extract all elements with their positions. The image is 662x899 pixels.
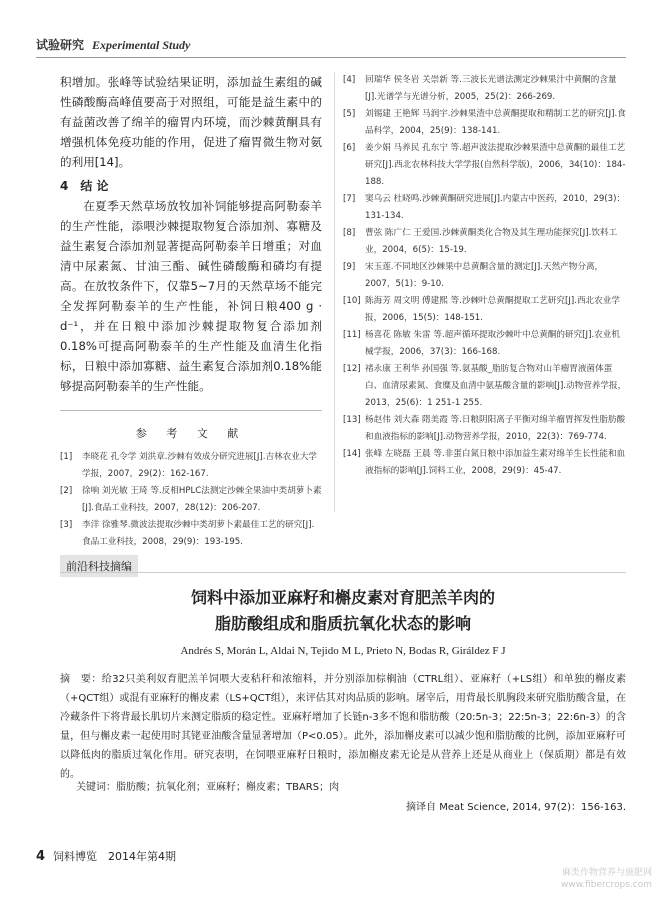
reference-item [343, 361, 628, 412]
watermark [561, 867, 652, 891]
reference-item [343, 293, 628, 327]
reference-item [343, 412, 628, 446]
section-heading-conclusion: 4 结 论 [60, 179, 109, 193]
header-zh: 试验研究 [36, 38, 85, 52]
reference-number: [8] [343, 228, 356, 238]
reference-item [343, 106, 628, 140]
header-rule [36, 57, 626, 58]
reference-list-right [343, 72, 628, 480]
column-divider [334, 72, 335, 512]
reference-number: [4] [343, 75, 356, 85]
reference-number: [3] [60, 520, 73, 530]
abstract-text: 给32只美利奴育肥羔羊饲喂大麦秸秆和浓缩料，并分别添加棕榈油（CTRL组）、亚麻籽（+LS组）和单独的槲皮素（+QCT组）或混有亚麻籽的槲皮素（LS+QCT组），来评估其对肉品质的影响。屠宰后，用背最长肌胸段来研究脂肪酸含量，在冷藏条件下将背最长肌切片来测定脂质的稳定性。亚麻籽增加了长链n-3多不饱和脂肪酸（20:5n-3；22:5n-3；22:6n-3）的含量，但与槲皮素一起使用时其铑亚油酸含量显著增加（P<0.05）。此外，添加槲皮素可以减少饱和脂肪酸的比例，添加亚麻籽可以降低肉的脂质过氧化作用。研究表明，在饲喂亚麻籽日粮时，添加槲皮素无论是从营养上还是从商业上（保质期）都是有效的。 [60, 674, 627, 780]
reference-text: 刘锡建 王艳辉 马润宇.沙棘果渣中总黄酮提取和精制工艺的研究[J].食品科学，2004，25(9)：138-141. [365, 109, 626, 136]
reference-number: [10] [343, 296, 361, 306]
reference-item [60, 483, 322, 517]
page-footer [36, 848, 176, 864]
reference-number: [12] [343, 364, 361, 374]
references-rule [60, 410, 322, 411]
right-column [343, 72, 628, 480]
header-en: Experimental Study [92, 38, 191, 52]
reference-item [60, 517, 322, 551]
reference-item [343, 225, 628, 259]
reference-text: 杨赵伟 刘大森 隋美霞 等.日粮阴阳离子平衡对绵羊瘤胃挥发性脂肪酸和血液指标的影响[J].动物营养学报，2010，22(3)：769-774. [365, 415, 626, 442]
reference-number: [14] [343, 449, 361, 459]
reference-text: 杨喜花 陈敏 朱雷 等.超声循环提取沙棘叶中总黄酮的研究[J].农业机械学报，2006，37(3)：166-168. [365, 330, 620, 357]
reference-item [343, 259, 628, 293]
abstract-label: 摘 要： [60, 674, 102, 685]
article-source: 摘译自 Meat Science, 2014, 97(2)：156-163. [406, 802, 626, 813]
article-title-line-1: 饲料中添加亚麻籽和槲皮素对育肥羔羊肉的 [190, 588, 495, 607]
watermark-line-1: 麻类作物营养与施肥网 [561, 868, 652, 878]
paragraph-2: 在夏季天然草场放牧加补饲能够提高阿勒泰羊的生产性能，添喂沙棘提取物复合添加剂、寡糖及益生素复合添加剂显著提高阿勒泰羊日增重；对血清中尿素氮、甘油三酯、碱性磷酸酶和磷均有提高。在放牧条件下，仅靠5~7月的天然草场不能完全发挥阿勒泰羊的生产性能，补饲日粮400 g · d⁻¹，并在日粮中添加沙棘提取物复合添加剂0.18%可提高阿勒泰羊的生产性能及血清生化指标，日粮中添加寡糖、益生素复合添加剂0.18%能够提高阿勒泰羊的生产性能。 [60, 199, 322, 393]
keywords-label: 关键词： [76, 782, 116, 793]
reference-number: [6] [343, 143, 356, 153]
reference-list-left [60, 449, 322, 551]
reference-number: [9] [343, 262, 356, 272]
reference-text: 徐响 刘光敏 王琦 等.反相HPLC法测定沙棘全果油中类胡萝卜素[J].食品工业科技，2007，28(12)：206-207. [82, 486, 322, 513]
keywords [76, 778, 339, 793]
reference-number: [11] [343, 330, 361, 340]
paragraph-1: 积增加。张峰等试验结果证明，添加益生素组的碱性磷酸酶高峰值要高于对照组，可能是益生素中的有益菌改善了绵羊的瘤胃内环境，而沙棘黄酮具有增强机体免疫功能的作用，促进了瘤胃微生物对氨的利用[14]。 [60, 75, 322, 169]
reference-number: [2] [60, 486, 73, 496]
section-tag: 前沿科技摘编 [60, 555, 138, 577]
keywords-text: 脂肪酸；抗氧化剂；亚麻籽；槲皮素；TBARS；肉 [116, 782, 340, 793]
references-heading: 参 考 文 献 [135, 427, 247, 440]
running-header [36, 36, 190, 53]
reference-text: 窦乌云 杜晓鸣.沙棘黄酮研究进展[J].内蒙古中医药，2010，29(3)：131-134. [365, 194, 626, 221]
reference-number: [7] [343, 194, 356, 204]
left-column [60, 72, 322, 551]
reference-text: 李洋 徐雅琴.微波法提取沙棘中类胡萝卜素最佳工艺的研究[J].食品工业科技，2008，29(9)：193-195. [82, 520, 315, 547]
section-rule [60, 572, 626, 573]
reference-text: 李晓花 孔令学 刘洪章.沙棘有效成分研究进展[J].吉林农业大学学报，2007，29(2)：162-167. [82, 452, 318, 479]
reference-text: 宋玉莲.不同地区沙棘果中总黄酮含量的测定[J].天然产物分离，2007，5(1)：9-10. [365, 262, 604, 289]
reference-text: 陈海芳 周文明 傅建熙 等.沙棘叶总黄酮提取工艺研究[J].西北农业学报，2006，15(5)：148-151. [365, 296, 620, 323]
reference-item [343, 191, 628, 225]
page-number: 4 [36, 849, 46, 864]
reference-text: 褚永康 王利华 孙国强 等.氨基酸_脂肪复合物对山羊瘤胃液菌体蛋白、血清尿素氮、食糜及血清中氨基酸含量的影响[J].动物营养学报，2013，25(6)：1 251-1 255. [365, 364, 627, 408]
reference-item [343, 327, 628, 361]
footer-text: 饲料博览 2014年第4期 [53, 850, 177, 863]
reference-number: [1] [60, 452, 73, 462]
article-title [60, 585, 626, 637]
reference-text: 回瑞华 侯冬岩 关崇新 等.三波长光谱法测定沙棘果汁中黄酮的含量[J].光谱学与光谱分析，2005，25(2)：266-269. [365, 75, 617, 102]
article-abstract [60, 670, 626, 784]
reference-text: 姜少娟 马养民 孔东宁 等.超声波法提取沙棘果渣中总黄酮的最佳工艺研究[J].西北农林科技大学学报(自然科学版)，2006，34(10)：184-188. [365, 143, 626, 187]
reference-item [343, 446, 628, 480]
watermark-line-2: www.fibercrops.com [561, 880, 652, 890]
reference-item [60, 449, 322, 483]
article-authors: Andrés S, Morán L, Aldai N, Tejido M L, Prieto N, Bodas R, Giráldez F J [180, 645, 506, 657]
reference-text: 曹弦 陈广仁 王爱国.沙棘黄酮类化合物及其生理功能探究[J].饮料工业，2004，6(5)：15-19. [365, 228, 618, 255]
reference-number: [5] [343, 109, 356, 119]
reference-text: 张峰 左晓磊 王晨 等.非蛋白氮日粮中添加益生素对绵羊生长性能和血液指标的影响[J].饲料工业，2008，29(9)：45-47. [365, 449, 626, 476]
reference-item [343, 140, 628, 191]
article-title-line-2: 脂肪酸组成和脂质抗氧化状态的影响 [214, 614, 471, 633]
reference-number: [13] [343, 415, 361, 425]
reference-item [343, 72, 628, 106]
